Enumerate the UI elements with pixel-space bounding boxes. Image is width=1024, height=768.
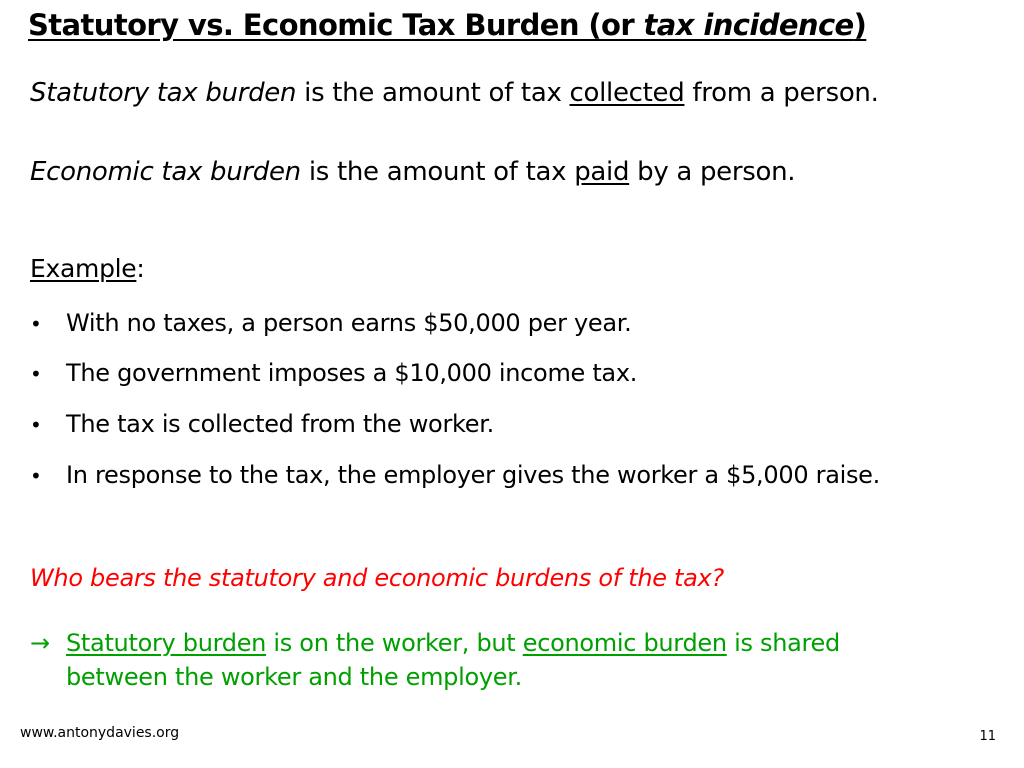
list-item — [30, 309, 632, 337]
definition-economic — [30, 157, 795, 187]
definition-key: collected — [569, 78, 685, 108]
bullet-icon: • — [30, 464, 42, 488]
definition-term: Economic tax burden — [30, 157, 301, 187]
answer-block — [30, 626, 840, 694]
list-item-text: The tax is collected from the worker. — [66, 410, 494, 438]
title-prefix: Statutory vs. Economic Tax Burden (or — [28, 8, 644, 42]
definition-statutory — [30, 78, 879, 108]
definition-end: by a person. — [629, 157, 796, 187]
answer-line-1 — [30, 626, 840, 660]
bullet-icon: • — [30, 312, 42, 336]
definition-term: Statutory tax burden — [30, 78, 297, 108]
arrow-right-icon: → — [30, 629, 50, 657]
example-label: Example — [30, 254, 137, 283]
list-item-text: The government imposes a $10,000 income tax. — [66, 359, 638, 387]
footer-website: www.antonydavies.org — [20, 725, 180, 741]
answer-statutory-burden: Statutory burden — [66, 629, 267, 657]
page-number: 11 — [979, 729, 996, 744]
bullet-icon: • — [30, 362, 42, 386]
definition-middle: is the amount of tax — [300, 157, 575, 187]
example-colon: : — [136, 254, 145, 283]
list-item-text: With no taxes, a person earns $50,000 per year. — [66, 309, 632, 337]
bullet-icon: • — [30, 413, 42, 437]
definition-end: from a person. — [684, 78, 879, 108]
title-italic: tax incidence — [643, 8, 854, 42]
list-item — [30, 410, 494, 438]
title-suffix: ) — [853, 8, 867, 42]
list-item — [30, 461, 880, 489]
list-item-text: In response to the tax, the employer gives the worker a $5,000 raise. — [66, 461, 880, 489]
example-heading — [30, 254, 145, 283]
definition-key: paid — [574, 157, 630, 187]
slide-title — [28, 8, 866, 42]
answer-line-2: between the worker and the employer. — [66, 663, 522, 691]
answer-text: is on the worker, but — [266, 629, 523, 657]
answer-text: is shared — [726, 629, 840, 657]
answer-economic-burden: economic burden — [522, 629, 727, 657]
list-item — [30, 359, 637, 387]
question-text: Who bears the statutory and economic burdens of the tax? — [30, 564, 724, 592]
definition-middle: is the amount of tax — [296, 78, 570, 108]
